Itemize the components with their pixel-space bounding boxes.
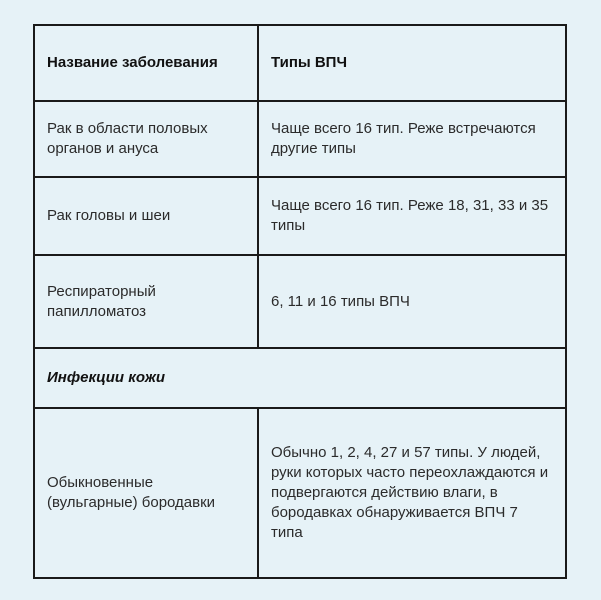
disease-cell: Рак головы и шеи [35, 178, 259, 254]
header-disease-name: Название заболевания [35, 26, 259, 100]
section-title: Инфекции кожи [47, 369, 166, 386]
hpv-types-cell: Обычно 1, 2, 4, 27 и 57 типы. У людей, руки которых часто переохлаждаются и подвергаются действию влаги, в бородавках обнаруживается ВПЧ 7 типа [271, 444, 549, 541]
table-row [35, 409, 565, 577]
hpv-types-cell: Чаще всего 16 тип. Реже встречаются другие типы [271, 120, 536, 157]
table-row [35, 102, 565, 178]
disease-cell: Обыкновенные (вульгарные) бородавки [35, 409, 259, 577]
disease-cell: Рак в области половых органов и ануса [35, 102, 259, 176]
table-row [35, 256, 565, 349]
header-hpv-types: Типы ВПЧ [271, 54, 348, 71]
hpv-disease-table [33, 24, 567, 579]
hpv-types-cell: Чаще всего 16 тип. Реже 18, 31, 33 и 35 типы [271, 197, 549, 234]
hpv-types-cell: 6, 11 и 16 типы ВПЧ [271, 292, 410, 310]
disease-cell: Респираторный папилломатоз [35, 256, 259, 347]
table-row [35, 178, 565, 256]
table-header-row [35, 26, 565, 102]
section-header-row [35, 349, 565, 409]
